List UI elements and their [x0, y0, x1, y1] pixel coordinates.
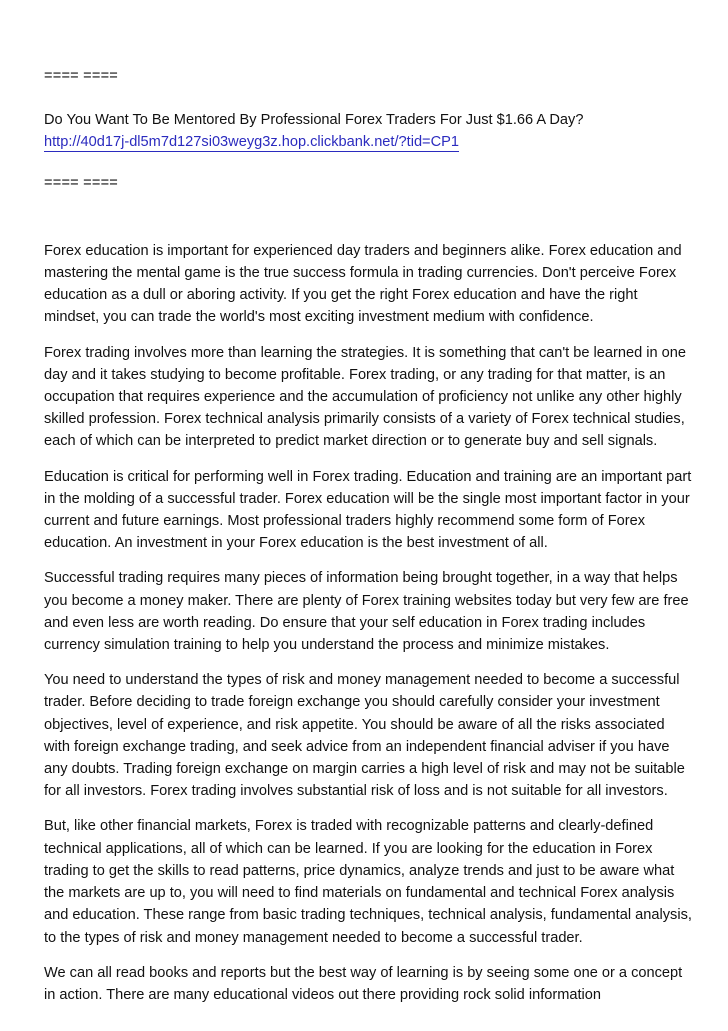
document-body [44, 65, 694, 1019]
paragraph-2: Forex trading involves more than learning the strategies. It is something that can't be learned in one day and it takes studying to become profitable. Forex trading, or any trading for that matter, is an occupation that requires experience and the accumulation of proficiency not unlike any other highly skilled profession. Forex technical analysis primarily consists of a variety of Forex technical studies, each of which can be interpreted to predict market direction or to generate buy and sell signals. [44, 344, 687, 450]
paragraph-1: Forex education is important for experienced day traders and beginners alike. Forex education and mastering the mental game is the true success formula in trading currencies. Don't perceive Forex education as a dull or aboring activity. If you get the right Forex education and have the right mindset, you can trade the world's most exciting investment medium with confidence. [44, 242, 682, 326]
paragraph-3: Education is critical for performing well in Forex trading. Education and training are an important part in the molding of a successful trader. Forex education will be the single most important factor in your current and future earnings. Most professional traders highly recommend some form of Forex education. An investment in your Forex education is the best investment of all. [44, 468, 692, 552]
separator-bottom: ==== ==== [44, 174, 119, 191]
paragraph-4: Successful trading requires many pieces of information being brought together, in a way that helps you become a money maker. There are plenty of Forex training websites today but very few are free and even less are worth reading. Do ensure that your self education in Forex trading includes currency simulation training to help you understand the process and minimize mistakes. [44, 570, 689, 654]
paragraph-5: You need to understand the types of risk and money management needed to become a successful trader. Before deciding to trade foreign exchange you should carefully consider your investment objectives, level of experience, and risk appetite. You should be aware of all the risks associated with foreign exchange trading, and seek advice from an independent financial adviser if you have any doubts. Trading foreign exchange on margin carries a high level of risk and may not be suitable for all investors. Forex trading involves substantial risk of loss and is not suitable for all investors. [44, 672, 685, 800]
affiliate-link[interactable]: http://40d17j-dl5m7d127si03weyg3z.hop.clickbank.net/?tid=CP1 [44, 134, 459, 151]
separator-top: ==== ==== [44, 68, 119, 84]
headline: Do You Want To Be Mentored By Professional Forex Traders For Just $1.66 A Day? [44, 112, 584, 129]
paragraph-6: But, like other financial markets, Forex is traded with recognizable patterns and clearly-defined technical applications, all of which can be learned. If you are looking for the education in Forex trading to get the skills to read patterns, price dynamics, analyze trends and just to be aware what the markets are up to, you will need to find materials on fundamental and technical Forex analysis and education. These range from basic trading techniques, technical analysis, fundamental analysis, to the types of risk and money management needed to become a successful trader. [44, 818, 692, 946]
paragraph-7: We can all read books and reports but the best way of learning is by seeing some one or a concept in action. There are many educational videos out there providing rock solid information [44, 964, 683, 1003]
